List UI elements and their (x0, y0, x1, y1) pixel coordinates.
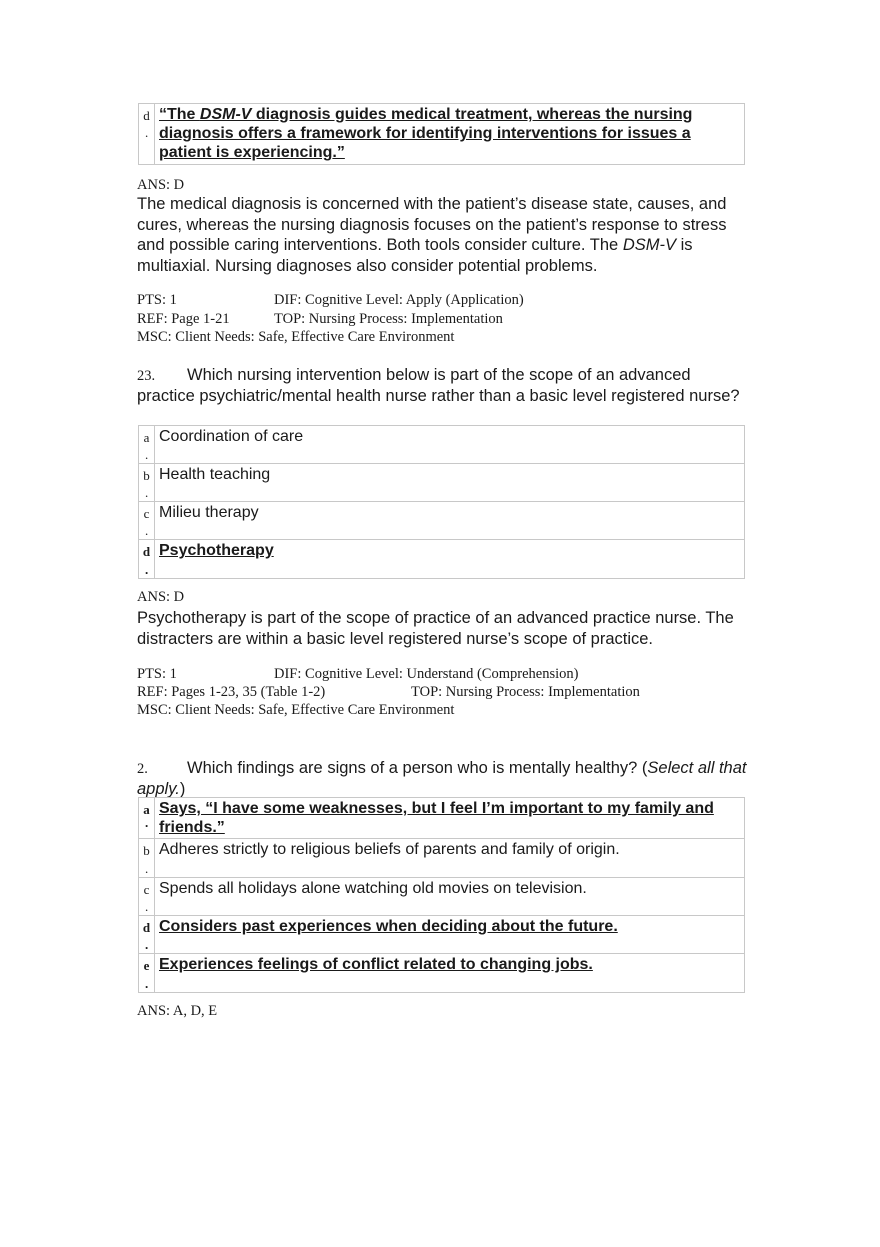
q23-option-b[interactable] (139, 464, 744, 502)
q2-stem: 2. Which findings are signs of a person who is mentally healthy? (Select all that apply.) (137, 759, 747, 798)
option-text: Adheres strictly to religious beliefs of parents and family of origin. (159, 841, 620, 858)
option-letter: d . (139, 104, 155, 164)
question-number: 2. (137, 761, 148, 777)
option-text: Spends all holidays alone watching old movies on television. (159, 880, 587, 897)
option-text: Psychotherapy (159, 542, 274, 559)
q22-ref: REF: Page 1-21 (137, 311, 230, 327)
q2-option-c[interactable] (139, 878, 744, 916)
option-letter: b . (139, 839, 155, 877)
q23-dif: DIF: Cognitive Level: Understand (Comprehension) (274, 666, 579, 682)
q23-option-a[interactable] (139, 426, 744, 464)
q23-answer: ANS: D (137, 589, 185, 605)
q22-answer: ANS: D (137, 177, 185, 193)
q23-msc: MSC: Client Needs: Safe, Effective Care Environment (137, 702, 455, 718)
option-letter: b . (139, 464, 155, 501)
q22-rationale: The medical diagnosis is concerned with the patient’s disease state, causes, and cures, whereas the nursing diagnosis focuses on the patient’s response to stress and possible caring interventions. Both tools consider culture. The DSM-V is multiaxial. Nursing diagnoses also consider potential problems. (137, 195, 727, 275)
option-text: Experiences feelings of conflict related to changing jobs. (159, 956, 593, 973)
option-letter: a . (139, 798, 155, 838)
q2-option-b[interactable] (139, 839, 744, 878)
q2-option-d[interactable] (139, 916, 744, 954)
q2-option-e[interactable] (139, 954, 744, 992)
q22-metadata (137, 291, 747, 347)
option-letter: d . (139, 540, 155, 578)
q23-option-d[interactable] (139, 540, 744, 578)
q23-option-c[interactable] (139, 502, 744, 540)
q23-top: TOP: Nursing Process: Implementation (411, 684, 640, 700)
q22-msc: MSC: Client Needs: Safe, Effective Care Environment (137, 329, 455, 345)
q2-option-a[interactable] (139, 798, 744, 839)
q23-ref: REF: Pages 1-23, 35 (Table 1-2) (137, 684, 326, 700)
option-text: Milieu therapy (159, 504, 259, 521)
q23-metadata (137, 665, 747, 721)
option-text: Coordination of care (159, 428, 304, 445)
option-letter: e . (139, 954, 155, 992)
q23-pts: PTS: 1 (137, 666, 177, 682)
option-letter: d . (139, 916, 155, 953)
option-text: Considers past experiences when deciding about the future. (159, 918, 618, 935)
q23-options-table (138, 425, 745, 579)
q23-rationale: Psychotherapy is part of the scope of practice of an advanced practice nurse. The distracters are within a basic level registered nurse’s scope of practice. (137, 609, 734, 648)
q22-options-table (138, 103, 745, 165)
q2-answer: ANS: A, D, E (137, 1003, 218, 1019)
option-text: Says, “I have some weaknesses, but I feel I’m important to my family and friends.” (159, 800, 714, 836)
q23-stem: 23. Which nursing intervention below is part of the scope of an advanced practice psychiatric/mental health nurse rather than a basic level registered nurse? (137, 366, 740, 405)
option-letter: a . (139, 426, 155, 463)
question-number: 23. (137, 368, 156, 384)
option-text: Health teaching (159, 466, 271, 483)
q22-top: TOP: Nursing Process: Implementation (274, 311, 503, 327)
q22-pts: PTS: 1 (137, 292, 177, 308)
q22-option-d[interactable] (139, 104, 744, 164)
q2-options-table (138, 797, 745, 993)
option-text: “The DSM-V diagnosis guides medical treatment, whereas the nursing diagnosis offers a framework for identifying interventions for issues a patient is experiencing.” (159, 106, 693, 161)
option-letter: c . (139, 502, 155, 539)
q22-dif: DIF: Cognitive Level: Apply (Application) (274, 292, 524, 308)
option-letter: c . (139, 878, 155, 915)
